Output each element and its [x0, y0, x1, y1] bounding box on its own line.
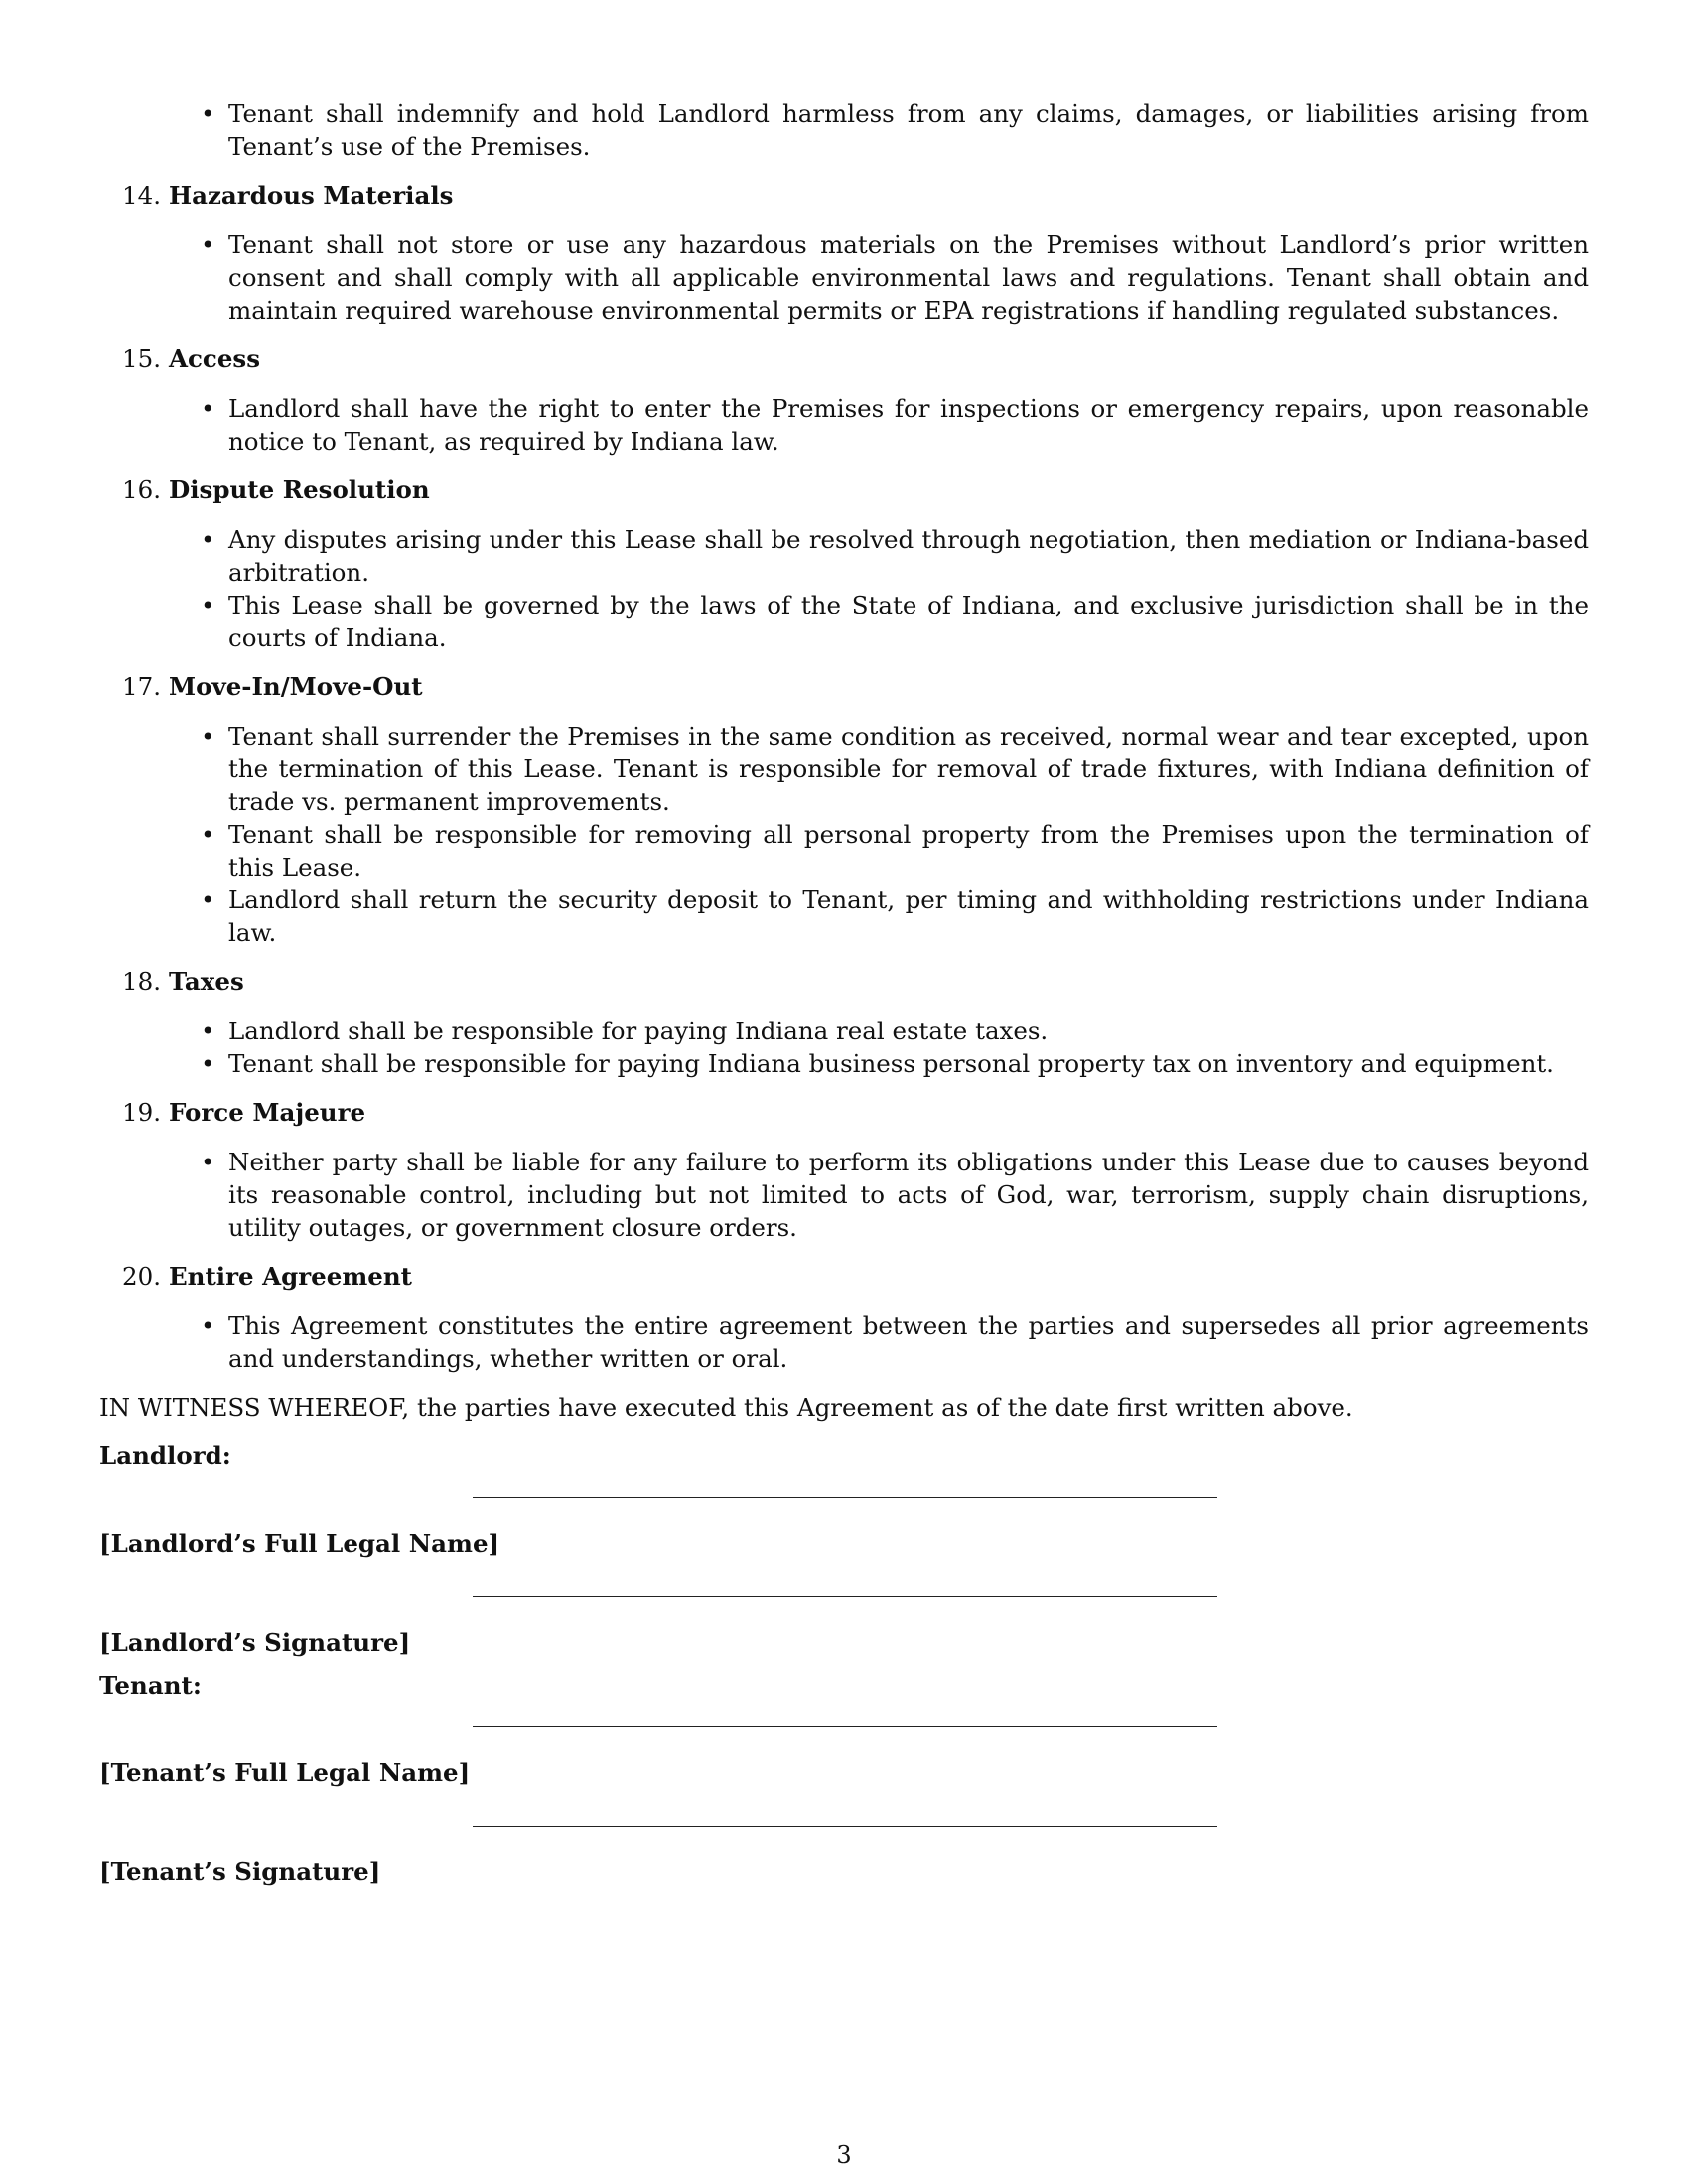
section-heading — [122, 474, 1589, 506]
section-title: Force Majeure — [169, 1098, 366, 1127]
section-number: 18. — [122, 967, 161, 996]
landlord-label: Landlord: — [99, 1441, 231, 1470]
bullet-item: • Landlord shall be responsible for paying Indiana real estate taxes. — [228, 1015, 1589, 1047]
section-number: 20. — [122, 1262, 161, 1291]
tenant-signature-block — [99, 1801, 1589, 1895]
bullet-item: • Tenant shall not store or use any hazardous materials on the Premises without Landlord’s prior written consent and shall comply with all applicable environmental laws and regulations. Tenant shall obtain and maintain required warehouse environmental permits or EPA registrations if handling regulated substances. — [228, 228, 1589, 327]
section-bullet-list — [99, 720, 1589, 949]
section-bullet-list — [99, 228, 1589, 327]
bullet-item: • This Agreement constitutes the entire agreement between the parties and supersedes all prior agreements and understandings, whether written or oral. — [228, 1309, 1589, 1375]
bullet-item: • Landlord shall have the right to enter the Premises for inspections or emergency repairs, upon reasonable notice to Tenant, as required by Indiana law. — [228, 392, 1589, 458]
section-bullet-list — [99, 1015, 1589, 1080]
tenant-name-block — [99, 1702, 1589, 1801]
section-heading — [122, 1096, 1589, 1129]
landlord-name-caption: [Landlord’s Full Legal Name] — [99, 1529, 500, 1558]
section-title: Access — [169, 344, 261, 373]
witness-statement: IN WITNESS WHEREOF, the parties have executed this Agreement as of the date first written above. — [99, 1393, 1353, 1422]
tenant-signature-caption: [Tenant’s Signature] — [99, 1857, 381, 1886]
section-number: 14. — [122, 181, 161, 209]
bullet-item: • Tenant shall indemnify and hold Landlord harmless from any claims, damages, or liabilities arising from Tenant’s use of the Premises. — [228, 97, 1589, 163]
section-title: Move-In/Move-Out — [169, 672, 423, 701]
lease-section — [99, 342, 1589, 458]
landlord-name-block — [99, 1472, 1589, 1571]
section-heading — [122, 179, 1589, 211]
landlord-signature-block — [99, 1571, 1589, 1666]
section-number: 16. — [122, 476, 161, 504]
lease-section — [99, 1096, 1589, 1244]
section-number: 17. — [122, 672, 161, 701]
section-number: 19. — [122, 1098, 161, 1127]
section-heading — [122, 1260, 1589, 1293]
section-title: Taxes — [169, 967, 244, 996]
section-bullet-list — [99, 392, 1589, 458]
landlord-name-line — [473, 1497, 1217, 1498]
section-heading — [122, 670, 1589, 703]
landlord-signature-caption: [Landlord’s Signature] — [99, 1628, 411, 1657]
bullet-item: • Any disputes arising under this Lease shall be resolved through negotiation, then mediation or Indiana-based arbitration. — [228, 523, 1589, 589]
bullet-item: • Neither party shall be liable for any failure to perform its obligations under this Lease due to causes beyond its reasonable control, including but not limited to acts of God, war, terrorism, supply chain disruptions, utility outages, or government closure orders. — [228, 1146, 1589, 1244]
page-content — [99, 97, 1589, 1895]
tenant-name-line — [473, 1726, 1217, 1727]
lease-section — [99, 179, 1589, 327]
lease-section — [99, 965, 1589, 1080]
section-number: 15. — [122, 344, 161, 373]
section-bullet-list — [99, 1146, 1589, 1244]
lease-section — [99, 474, 1589, 654]
section-heading — [122, 342, 1589, 375]
section-bullet-list — [99, 523, 1589, 654]
section-bullet-list — [99, 1309, 1589, 1375]
section-heading — [122, 965, 1589, 998]
landlord-signature-line — [473, 1596, 1217, 1597]
intro-bullet-list — [99, 97, 1589, 163]
section-title: Entire Agreement — [169, 1262, 412, 1291]
lease-sections — [99, 179, 1589, 1375]
bullet-item: • This Lease shall be governed by the laws of the State of Indiana, and exclusive jurisdiction shall be in the courts of Indiana. — [228, 589, 1589, 654]
lease-section — [99, 670, 1589, 949]
bullet-item: • Tenant shall be responsible for removing all personal property from the Premises upon the termination of this Lease. — [228, 818, 1589, 884]
page-number: 3 — [836, 2141, 852, 2169]
bullet-item: • Landlord shall return the security deposit to Tenant, per timing and withholding restrictions under Indiana law. — [228, 884, 1589, 949]
tenant-signature-line — [473, 1826, 1217, 1827]
tenant-label: Tenant: — [99, 1671, 202, 1700]
bullet-item: • Tenant shall surrender the Premises in the same condition as received, normal wear and tear excepted, upon the termination of this Lease. Tenant is responsible for removal of trade fixtures, with Indiana definition of trade vs. permanent improvements. — [228, 720, 1589, 818]
section-title: Hazardous Materials — [169, 181, 454, 209]
section-title: Dispute Resolution — [169, 476, 430, 504]
bullet-item: • Tenant shall be responsible for paying Indiana business personal property tax on inventory and equipment. — [228, 1047, 1589, 1080]
lease-section — [99, 1260, 1589, 1375]
tenant-name-caption: [Tenant’s Full Legal Name] — [99, 1758, 471, 1787]
